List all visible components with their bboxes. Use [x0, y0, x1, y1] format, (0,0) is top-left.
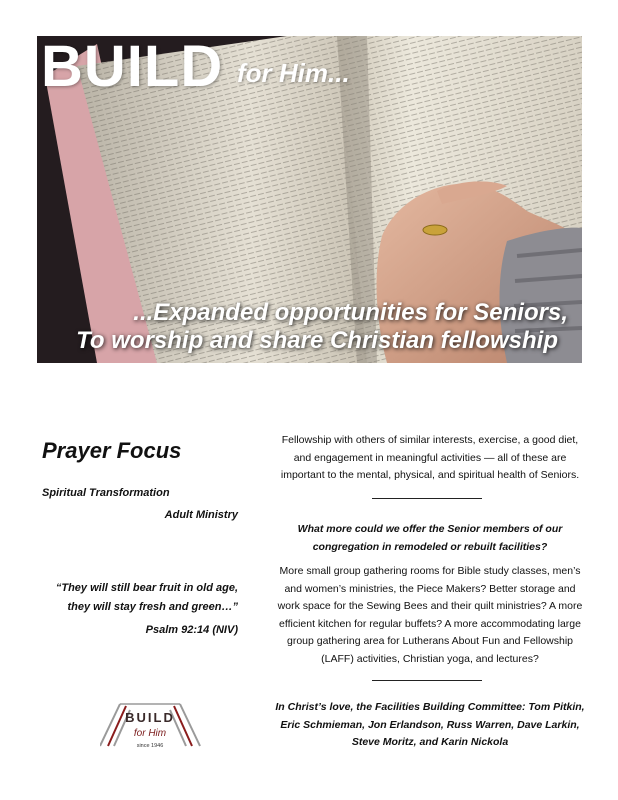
focus-adult-ministry: Adult Ministry [164, 509, 238, 521]
divider-line [372, 498, 482, 499]
hero-title: BUILD [41, 36, 224, 99]
bible-verse-line-2: they will stay fresh and green…” [67, 601, 238, 613]
hero-photo [37, 36, 582, 363]
focus-spiritual-transformation: Spiritual Transformation [42, 487, 170, 499]
logo-for-him-text: for Him [133, 728, 167, 739]
bible-verse-reference: Psalm 92:14 (NIV) [145, 624, 238, 636]
closing-paragraph: In Christ’s love, the Facilities Building Committee: Tom Pitkin, Eric Schmieman, Jon Erlandson, Russ Warren, Dave Larkin, Steve Moritz, and Karin Nickola [275, 701, 585, 748]
build-for-him-logo [100, 698, 220, 760]
bible-verse-line-1: “They will still bear fruit in old age, [55, 582, 238, 594]
intro-paragraph: Fellowship with others of similar interests, exercise, a good diet, and engagement in meaningful activities — all of these are important to the mental, physical, and spiritual health of Seniors. [280, 434, 580, 481]
prayer-focus-heading: Prayer Focus [42, 438, 182, 463]
question-paragraph: What more could we offer the Senior members of our congregation in remodeled or rebuilt facilities? [297, 523, 563, 553]
logo-since-text: since 1946 [136, 743, 164, 749]
hero-tagline-line-2: To worship and share Christian fellowship [76, 327, 558, 354]
hero-tagline-line-1: ...Expanded opportunities for Seniors, [133, 299, 568, 326]
divider-line [372, 680, 482, 681]
hero-subtitle: for Him... [237, 58, 350, 88]
logo-build-text: BUILD [125, 710, 175, 725]
bible-verse [42, 579, 238, 617]
body-paragraph: More small group gathering rooms for Bible study classes, men’s and women’s ministries, the Piece Makers? Better storage and work space for the Sewing Bees and their quilt ministries? A more efficient kitchen for regular buffets? A more accommodating large group gathering area for Lutherans About Fun and Fellowship (LAFF) activities, Christian yoga, and lectures? [277, 565, 583, 665]
